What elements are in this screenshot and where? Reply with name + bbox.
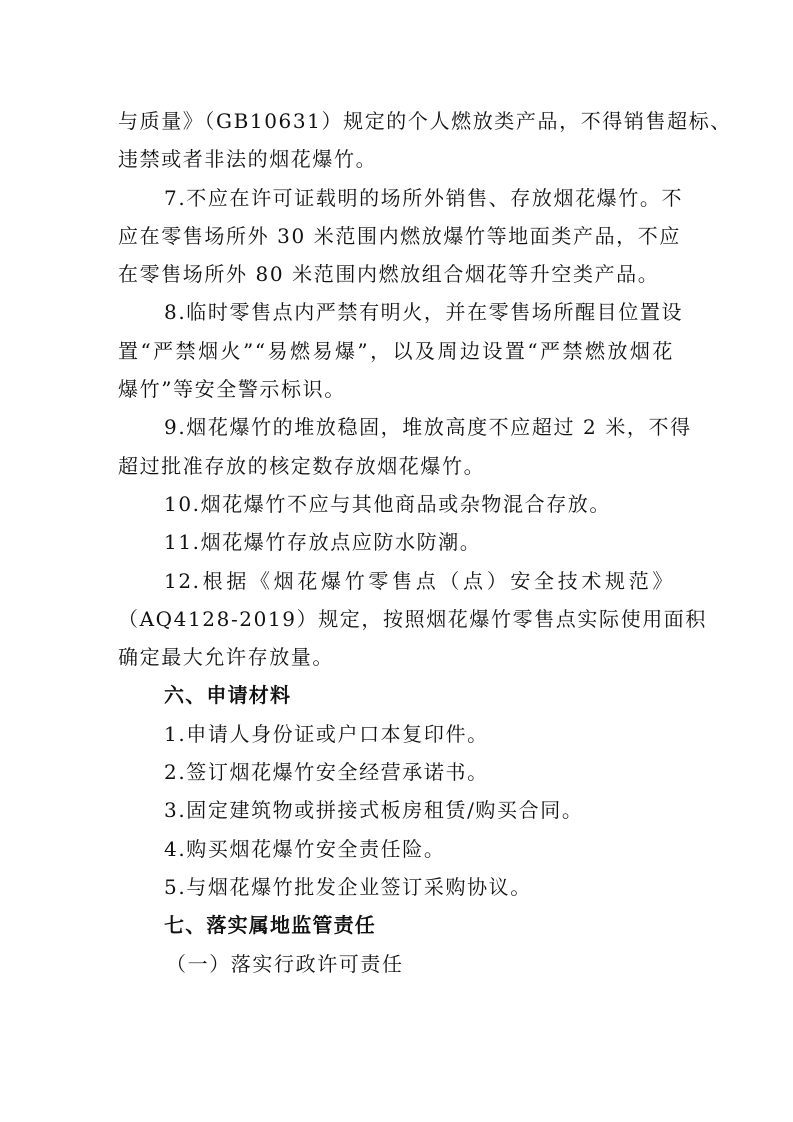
paragraph-item-9: 9.烟花爆竹的堆放稳固，堆放高度不应超过 2 米，不得 bbox=[164, 415, 692, 440]
section-heading-application-materials: 六、申请材料 bbox=[164, 683, 292, 708]
paragraph-item-10: 10.烟花爆竹不应与其他商品或杂物混合存放。 bbox=[164, 491, 612, 516]
paragraph-item-11: 11.烟花爆竹存放点应防水防潮。 bbox=[164, 530, 482, 555]
list-item: 4.购买烟花爆竹安全责任险。 bbox=[164, 836, 446, 861]
paragraph-item-8: 8.临时零售点内严禁有明火，并在零售场所醒目位置设 bbox=[164, 300, 684, 325]
text-line: 爆竹”等安全警示标识。 bbox=[118, 377, 346, 402]
text-line: （AQ4128-2019）规定，按照烟花爆竹零售点实际使用面积 bbox=[118, 606, 707, 631]
list-item: 5.与烟花爆竹批发企业签订采购协议。 bbox=[164, 874, 532, 899]
subsection-heading: （一）落实行政许可责任 bbox=[166, 951, 404, 976]
text-line: 在零售场所外 80 米范围内燃放组合烟花等升空类产品。 bbox=[118, 262, 660, 287]
text-line: 置“严禁烟火”“易燃易爆”，以及周边设置“严禁燃放烟花 bbox=[118, 338, 674, 363]
list-item: 1.申请人身份证或户口本复印件。 bbox=[164, 721, 489, 746]
text-line: 确定最大允许存放量。 bbox=[118, 645, 334, 670]
text-line: 与质量》（GB10631）规定的个人燃放类产品，不得销售超标、 bbox=[118, 109, 732, 133]
document-body bbox=[118, 102, 732, 983]
text-line: 超过批准存放的核定数存放烟花爆竹。 bbox=[118, 453, 486, 478]
section-heading-supervision: 七、落实属地监管责任 bbox=[164, 913, 376, 938]
list-item: 3.固定建筑物或拼接式板房租赁/购买合同。 bbox=[164, 798, 584, 823]
paragraph-item-7: 7.不应在许可证载明的场所外销售、存放烟花爆竹。不 bbox=[164, 185, 684, 210]
paragraph-item-12: 12.根据《烟花爆竹零售点（点）安全技术规范》 bbox=[164, 568, 674, 593]
list-item: 2.签订烟花爆竹安全经营承诺书。 bbox=[164, 760, 489, 785]
text-line: 应在零售场所外 30 米范围内燃放爆竹等地面类产品，不应 bbox=[118, 223, 681, 248]
text-line: 违禁或者非法的烟花爆竹。 bbox=[118, 147, 378, 172]
